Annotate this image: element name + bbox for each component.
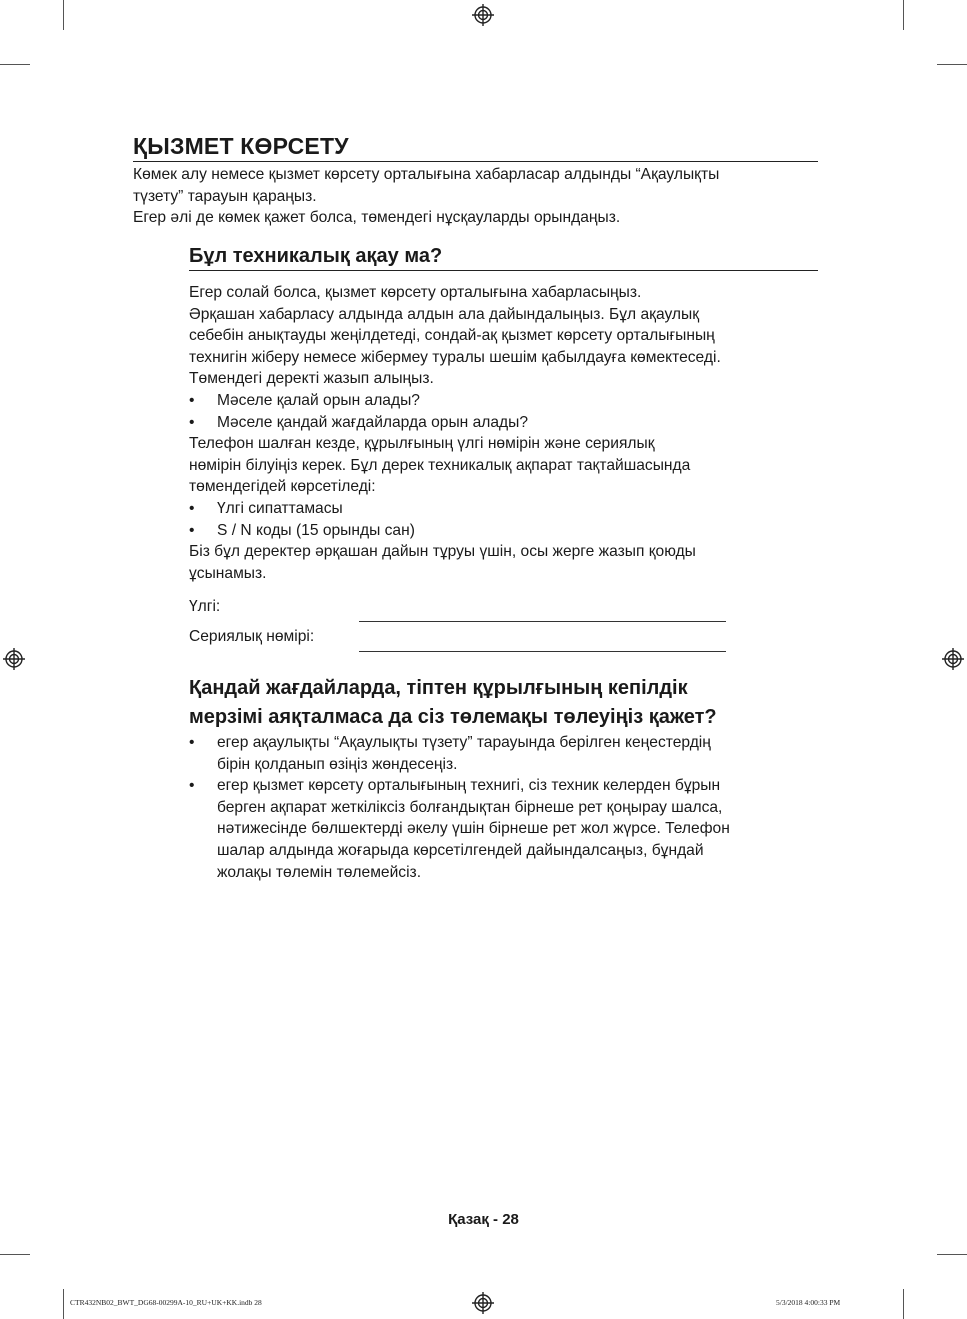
crop-mark-left-top	[0, 64, 30, 65]
crop-mark-bottom-right	[903, 1289, 904, 1319]
model-field-label: Үлгі:	[189, 598, 221, 615]
intro-line: Көмек алу немесе қызмет көрсету орталығына хабарласар алдынды “Ақаулықты	[133, 166, 720, 183]
print-slug-timestamp: 5/3/2018 4:00:33 PM	[776, 1298, 841, 1307]
model-field[interactable]	[189, 598, 729, 622]
serial-number-field[interactable]	[189, 628, 729, 652]
crop-mark-top-right	[903, 0, 904, 30]
text-line: Әрқашан хабарласу алдында алдын ала дайындалыңыз. Бұл ақаулық	[189, 305, 700, 323]
registration-mark-right-icon	[942, 648, 964, 670]
bullet-icon: •	[189, 734, 195, 751]
bullet-list-paid-cases	[189, 732, 819, 883]
print-slug-filename: CTR432NB02_BWT_DG68-00299A-10_RU+UK+KK.indb 28	[70, 1298, 262, 1307]
text-line: технигін жіберу немесе жібермеу туралы шешім қабылдауға көмектеседі.	[189, 348, 721, 366]
crop-mark-top-left	[63, 0, 64, 30]
page-number: Қазақ - 28	[448, 1211, 519, 1228]
serial-number-field-line[interactable]	[359, 651, 726, 652]
list-item	[189, 390, 819, 412]
list-item-line: шалар алдында жоғарыда көрсетілгендей дайындалсаңыз, бұндай	[217, 841, 704, 859]
registration-mark-left-icon	[3, 648, 25, 670]
text-line: нөмірін білуіңіз керек. Бұл дерек техникалық ақпарат тақтайшасында	[189, 456, 691, 474]
intro-line: түзету” тарауын қараңыз.	[133, 187, 317, 205]
list-item-text: S / N коды (15 орынды сан)	[217, 521, 415, 539]
bullet-list-label-info	[189, 498, 819, 541]
list-item	[189, 775, 819, 883]
text-line: Телефон шалған кезде, құрылғының үлгі нөмірін және сериялық	[189, 435, 655, 453]
bullet-icon: •	[189, 413, 195, 431]
list-item-line: бірін қолданып өзіңіз жөндесеңіз.	[217, 755, 458, 773]
text-line: Төмендегі деректі жазып алыңыз.	[189, 370, 434, 388]
list-item	[189, 732, 819, 775]
list-item-line: нәтижесінде бөлшектерді әкелу үшін бірнеше рет жол жүрсе. Телефон	[217, 820, 730, 838]
model-field-line[interactable]	[359, 621, 726, 622]
text-line: себебін анықтауды жеңілдетеді, сондай-ақ қызмет көрсету орталығының	[189, 327, 715, 345]
list-item-line: берген ақпарат жеткіліксіз болғандықтан бірнеше рет қоңырау шалса,	[217, 798, 723, 816]
list-item-text: Үлгі сипаттамасы	[217, 499, 343, 517]
crop-mark-left-bottom	[0, 1254, 30, 1255]
text-line: Егер солай болса, қызмет көрсету орталығына хабарласыңыз.	[189, 284, 642, 301]
list-item	[189, 520, 819, 542]
list-item-line: егер ақаулықты “Ақаулықты түзету” тарауында берілген кеңестердің	[217, 734, 711, 751]
heading-line: Қандай жағдайларда, тіптен құрылғының кепілдік	[189, 677, 688, 699]
section-technical-fault-body	[189, 282, 819, 584]
bullet-icon: •	[189, 499, 195, 517]
list-item	[189, 498, 819, 520]
registration-mark-bottom-icon	[472, 1292, 494, 1314]
text-line: ұсынамыз.	[189, 564, 267, 582]
list-item-line: егер қызмет көрсету орталығының технигі, сіз техник келерден бұрын	[217, 777, 721, 795]
bullet-icon: •	[189, 391, 195, 409]
bullet-icon: •	[189, 777, 195, 795]
section-paid-service-body	[189, 732, 819, 883]
bullet-list-problem-info	[189, 390, 819, 433]
page-title: ҚЫЗМЕТ КӨРСЕТУ	[133, 132, 818, 162]
section-heading-technical-fault: Бұл техникалық ақау ма?	[189, 243, 818, 271]
intro-paragraph	[133, 164, 823, 229]
list-item	[189, 412, 819, 434]
text-line: Біз бұл деректер әрқашан дайын тұруы үшін, осы жерге жазып қоюды	[189, 543, 696, 561]
serial-number-field-label: Сериялық нөмірі:	[189, 628, 315, 645]
crop-mark-bottom-left	[63, 1289, 64, 1319]
section-heading-paid-service	[189, 674, 818, 732]
intro-line: Егер әлі де көмек қажет болса, төмендегі нұсқауларды орындаңыз.	[133, 209, 621, 227]
registration-mark-top-icon	[472, 4, 494, 26]
text-line: төмендегідей көрсетіледі:	[189, 478, 376, 496]
list-item-line: жолақы төлемін төлемейсіз.	[217, 863, 422, 881]
list-item-text: Мәселе қалай орын алады?	[217, 391, 420, 409]
bullet-icon: •	[189, 521, 195, 539]
list-item-text: Мәселе қандай жағдайларда орын алады?	[217, 413, 529, 431]
crop-mark-right-top	[937, 64, 967, 65]
crop-mark-right-bottom	[937, 1254, 967, 1255]
heading-line: мерзімі аяқталмаса да сіз төлемақы төлеуіңіз қажет?	[189, 706, 717, 728]
